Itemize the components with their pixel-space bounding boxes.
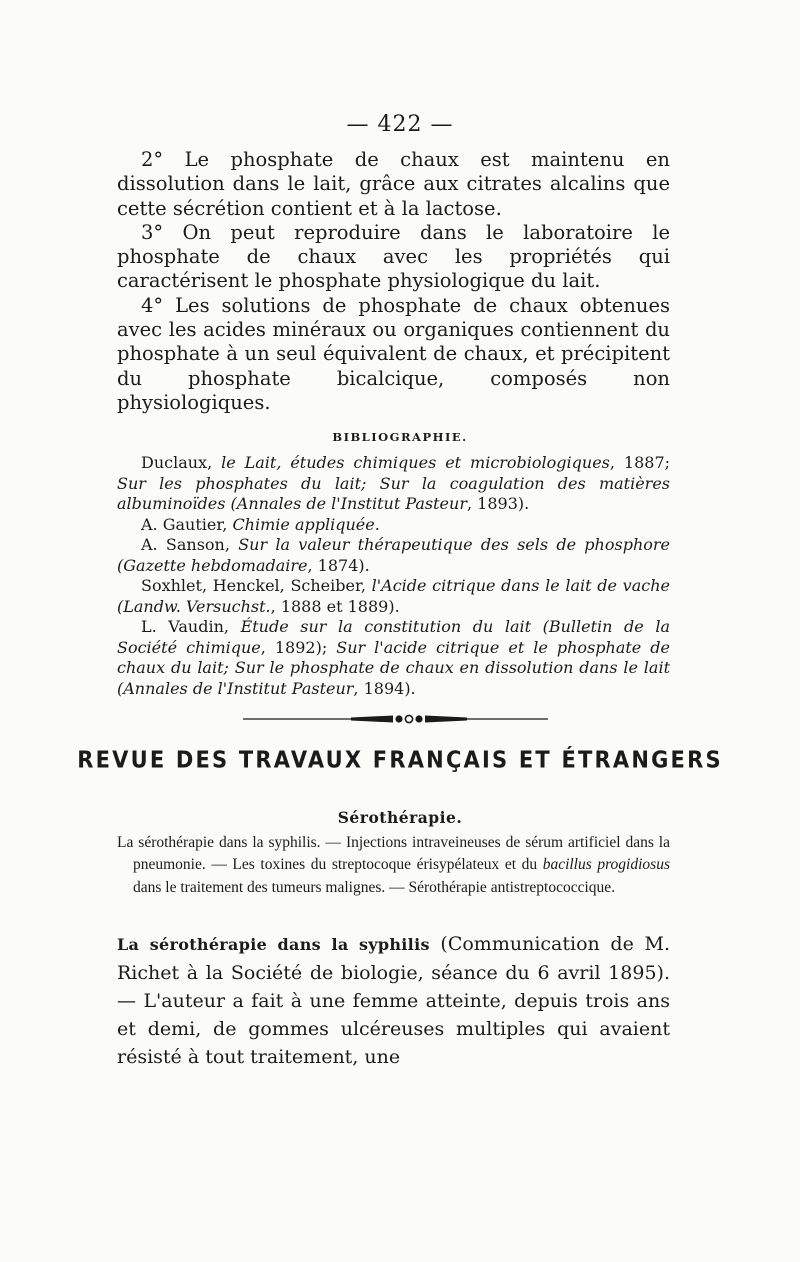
article [117,930,670,1071]
ornamental-divider [243,712,548,726]
bib-entry: A. Gautier, Chimie appliquée. [141,514,380,534]
conclusions [117,148,670,415]
article-text: (Communication de M. Richet à la Société de biologie, séance du 6 avril 1895). — L'auteur a fait à une femme atteinte, depuis trois ans et demi, de gommes ulcéreuses multiples qui avaient résisté à tout traitement, une [117,933,670,1068]
conclusion-3: 3° On peut reproduire dans le laboratoire le phosphate de chaux avec les propriétés qui caractérisent le phosphate physiologique du lait. [117,220,670,293]
bib-entry: L. Vaudin, Étude sur la constitution du lait (Bulletin de la Société chimique, 1892); Sur l'acide citrique et le phosphate de chaux du lait; Sur le phosphate de chaux en dissolution dans le lait (Annales de l'Institut Pasteur, 1894). [117,617,671,698]
article-lead: La sérothérapie dans la syphilis [117,935,430,954]
article-paragraph [117,930,670,1071]
bib-entry: Duclaux, le Lait, études chimiques et microbiologiques, 1887; Sur les phosphates du lait; Sur la coagulation des matières albuminoïdes (Annales de l'Institut Pasteur, 1893). [117,453,671,513]
bib-entry: Soxhlet, Henckel, Scheiber, l'Acide citrique dans le lait de vache (Landw. Versuchst., 1888 et 1889). [117,576,670,616]
section-title: REVUE DES TRAVAUX FRANÇAIS ET ÉTRANGERS [77,746,723,774]
summary-italic: bacillus progidiosus [542,856,670,874]
conclusion-4: 4° Les solutions de phosphate de chaux obtenues avec les acides minéraux ou organiques contiennent du phosphate à un seul équivalent de chaux, et précipitent du phosphate bicalcique, composés non physiologiques. [117,293,670,414]
conclusion-2: 2° Le phosphate de chaux est maintenu en dissolution dans le lait, grâce aux citrates alcalins que cette sécrétion contient et à la lactose. [117,148,670,220]
summary-text: La sérothérapie dans la syphilis. — Injections intraveineuses de sérum artificiel dans la pneumonie. — Les toxines du streptocoque érisypélateux et du bacillus progidiosus dans le traitement des tumeurs malignes. — Sérothérapie antistreptococcique. [117,834,670,896]
subsection-title: Sérothérapie. [337,808,463,827]
summary [117,832,670,899]
page-number: — 422 — [346,112,454,137]
bibliography-heading: BIBLIOGRAPHIE. [332,430,468,444]
bibliography [117,453,670,699]
bib-entry: A. Sanson, Sur la valeur thérapeutique des sels de phosphore (Gazette hebdomadaire, 1874). [117,535,670,575]
